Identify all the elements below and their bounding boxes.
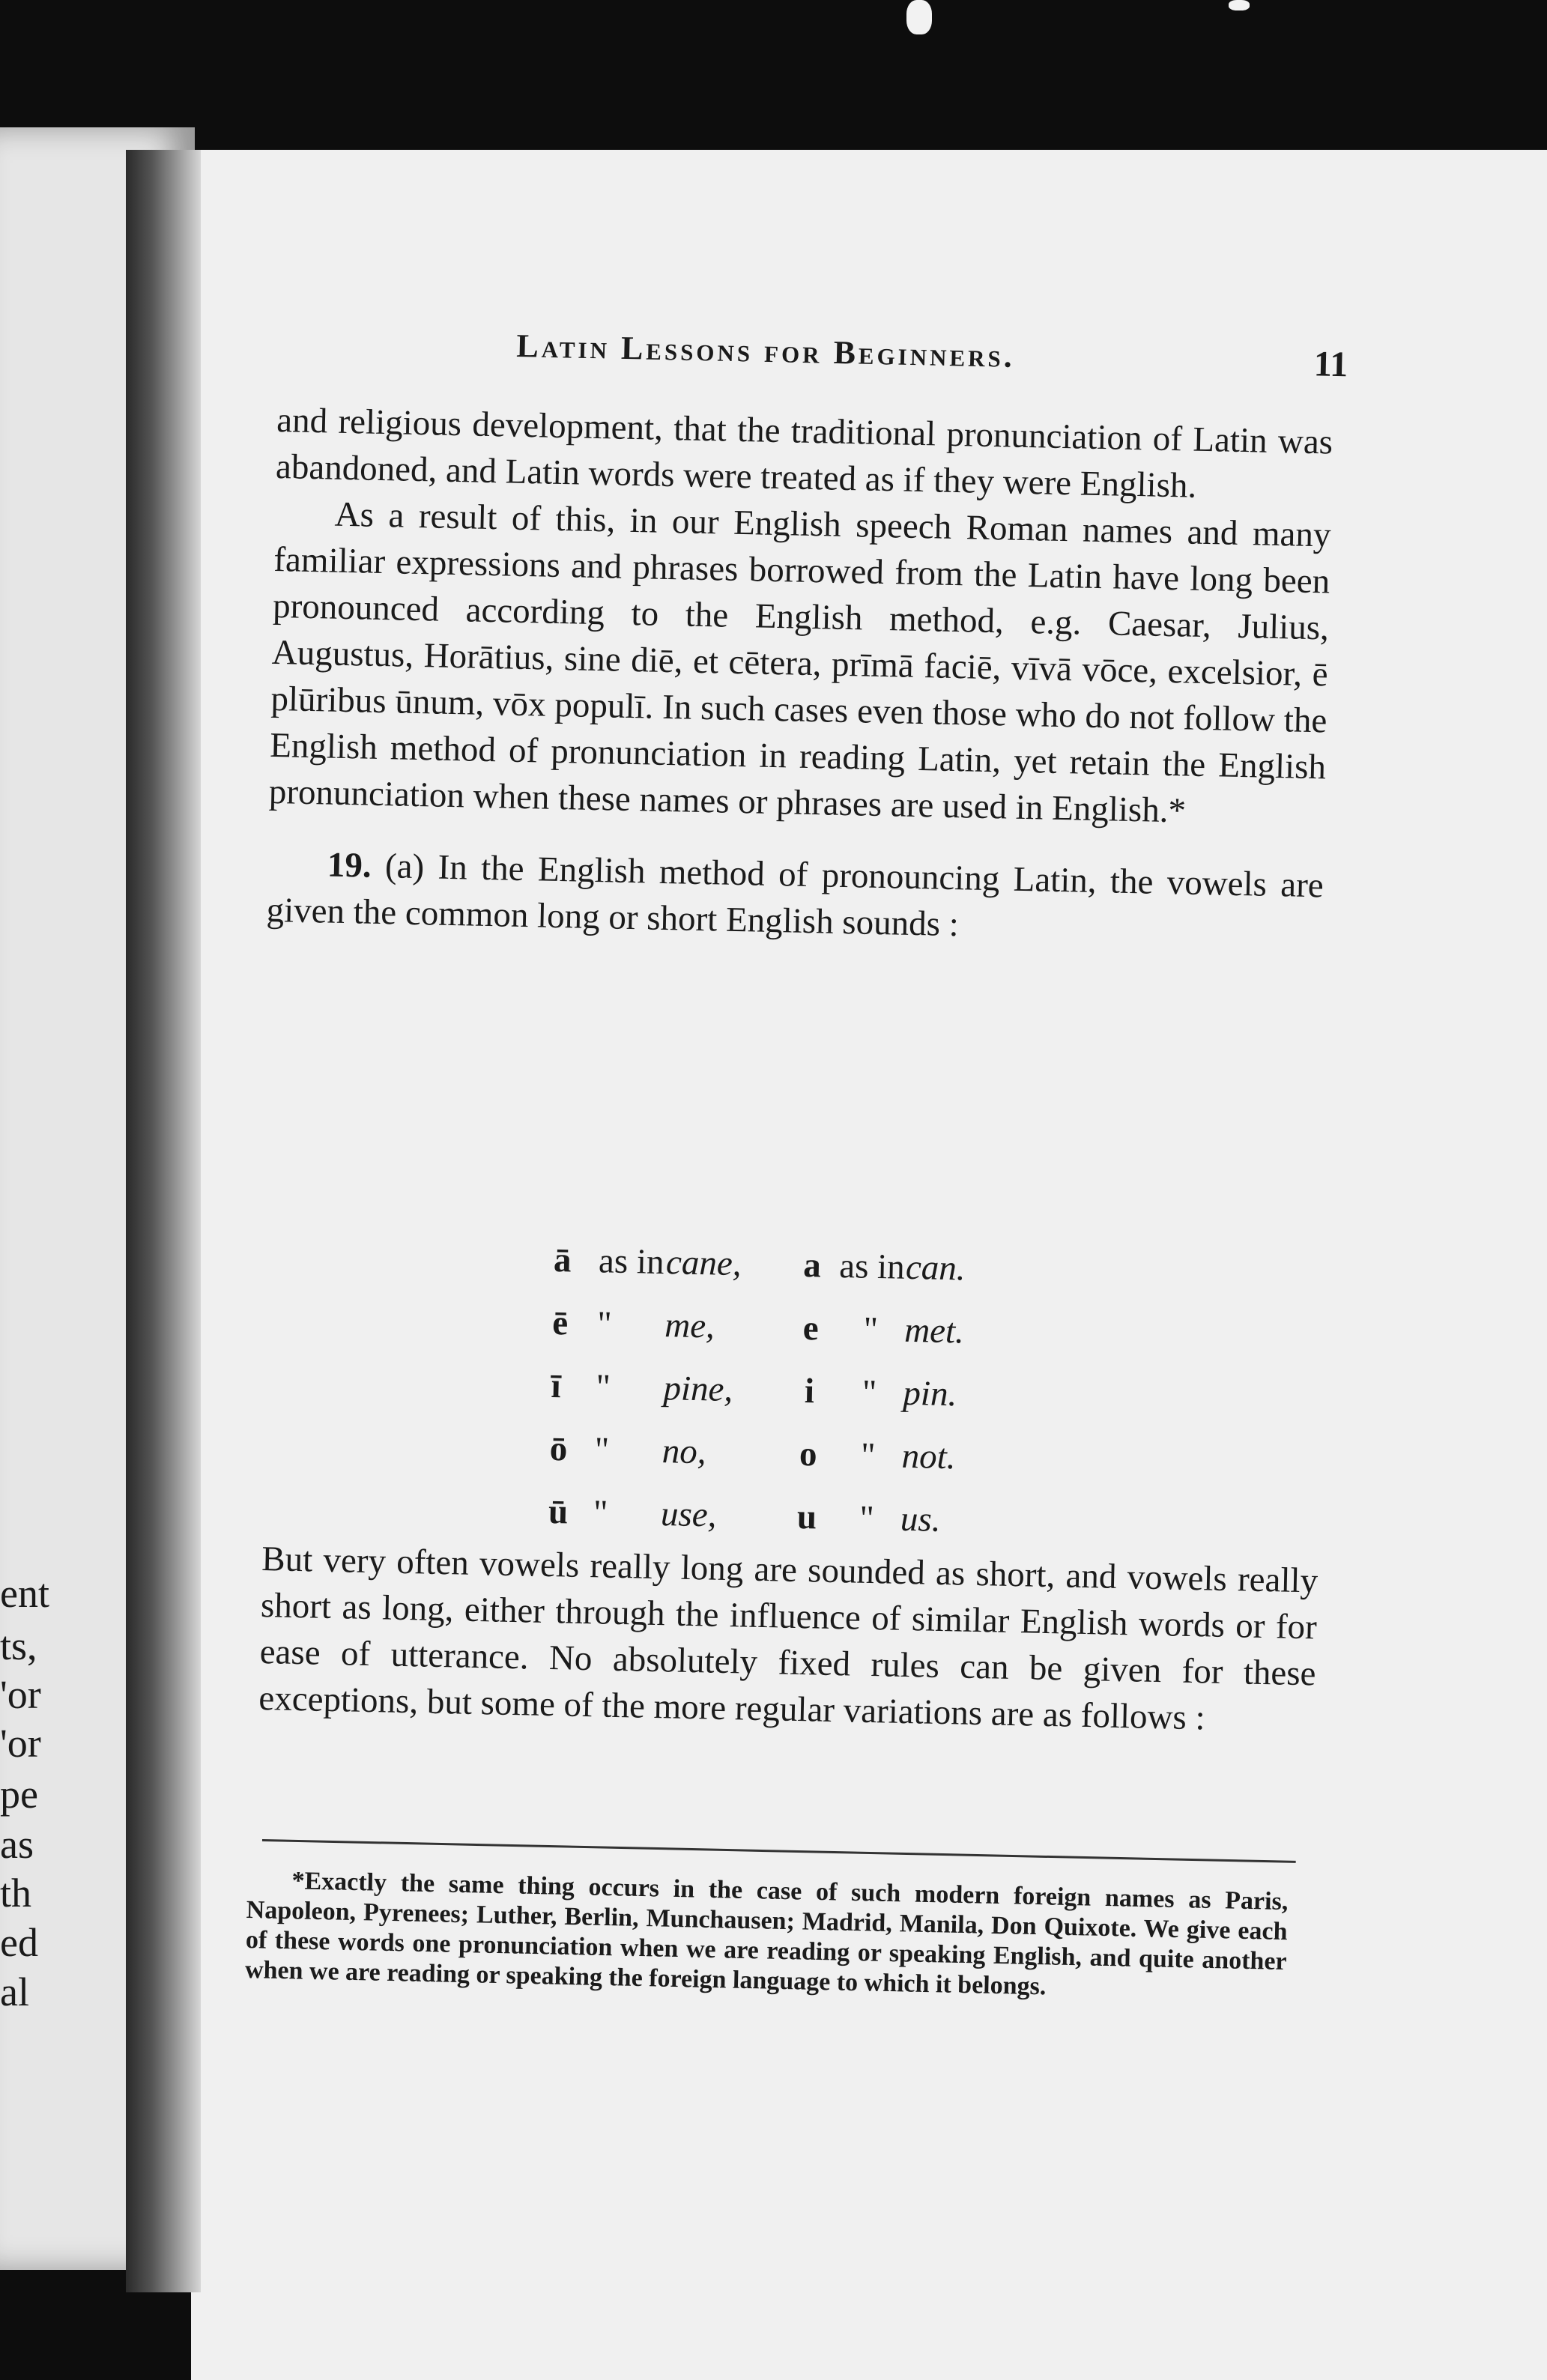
- short-vowel: a: [802, 1245, 822, 1286]
- page-gutter-shadow: [126, 150, 201, 2292]
- ditto-mark: ": [596, 1367, 611, 1407]
- example-word-short: can.: [905, 1247, 966, 1289]
- example-word-short: us.: [900, 1499, 942, 1539]
- scan-speck: [1229, 0, 1250, 10]
- left-page-fragment: ent: [0, 1571, 49, 1616]
- scan-speck: [906, 0, 932, 34]
- left-page-fragment: pe: [0, 1772, 38, 1817]
- paragraph-roman-names: As a result of this, in our English speech Roman names and many familiar expressions and phrases borrowed from the Latin have long been pronounced according to the English method, e.g. Caesar, Julius, Augustus, Horātius, sine diē, et cētera, prīmā faciē, vīvā vōce, excelsior, ē plūribus ūnum, vōx populī. In such cases even those who do not follow the English method of pronunciation in reading Latin, yet retain the English pronunciation when these names or phrases are used in English.*: [268, 494, 1331, 831]
- left-page-fragment: th: [0, 1871, 32, 1916]
- ditto-mark: ": [862, 1372, 877, 1413]
- vowel-table: [548, 1229, 1019, 1553]
- example-word-short: met.: [903, 1310, 965, 1351]
- short-vowel: u: [796, 1497, 817, 1537]
- short-vowel: e: [802, 1308, 820, 1348]
- long-vowel: ō: [549, 1429, 568, 1469]
- footnote: *Exactly the same thing occurs in the case of such modern foreign names as Paris, Napoleon, Pyrenees; Luther, Berlin, Munchausen; Madrid, Manila, Don Quixote. We give each of these words one pronunciation when we are reading or speaking English, and quite another when we are reading or speaking the foreign language to which it belongs.: [244, 1867, 1289, 2001]
- body-text-top: [266, 397, 1333, 955]
- ditto-mark: ": [594, 1430, 610, 1470]
- ditto-mark: ": [596, 1304, 613, 1344]
- left-page-fragment: ed: [0, 1920, 38, 1965]
- paragraph-continuation: and religious development, that the traditional pronunciation of Latin was abandoned, and Latin words were treated as if they were English.: [275, 400, 1333, 506]
- vowel-row: [551, 1354, 1017, 1427]
- left-page-fragment: as: [0, 1822, 34, 1867]
- vowel-row: [553, 1229, 1019, 1301]
- long-vowel: ē: [551, 1303, 569, 1343]
- section-number: 19.: [327, 845, 372, 885]
- running-title: Latin Lessons for Beginners.: [515, 327, 1016, 375]
- body-text-bottom: [258, 1536, 1319, 1743]
- long-vowel: ā: [553, 1240, 572, 1280]
- long-vowel: ī: [551, 1366, 562, 1406]
- vowel-row: [548, 1480, 1014, 1553]
- ditto-mark: ": [593, 1493, 608, 1533]
- ditto-mark: ": [859, 1498, 875, 1539]
- example-word-long: cane,: [665, 1243, 742, 1284]
- ditto-mark: ": [863, 1309, 879, 1350]
- left-page-fragment: 'or: [0, 1672, 41, 1717]
- example-word-long: no,: [662, 1432, 707, 1472]
- as-in: as in: [838, 1246, 906, 1287]
- example-word-long: pine,: [663, 1369, 733, 1410]
- vowel-row: [549, 1417, 1015, 1490]
- page-number: 11: [1313, 344, 1348, 385]
- short-vowel: o: [799, 1434, 818, 1474]
- example-word-long: me,: [664, 1306, 715, 1346]
- left-page-fragment: ts,: [0, 1623, 37, 1668]
- short-vowel: i: [804, 1372, 815, 1411]
- example-word-short: not.: [901, 1436, 957, 1477]
- long-vowel: ū: [548, 1492, 569, 1532]
- paragraph-exceptions: But very often vowels really long are sounded as short, and vowels really short as long, either through the influence of similar English words or for ease of utterance. No absolutely fixed rules can be given for these exceptions, but some of the more regular variations are as follows :: [258, 1539, 1319, 1738]
- left-page-fragment: al: [0, 1969, 29, 2014]
- ditto-mark: ": [860, 1435, 876, 1476]
- left-page-fragment: 'or: [0, 1721, 41, 1766]
- section-text: (a) In the English method of pronouncing Latin, the vowels are given the common long or short English sounds :: [266, 847, 1325, 945]
- example-word-long: use,: [660, 1495, 717, 1535]
- vowel-row: [551, 1292, 1017, 1364]
- as-in: as in: [598, 1241, 665, 1283]
- example-word-short: pin.: [902, 1373, 957, 1414]
